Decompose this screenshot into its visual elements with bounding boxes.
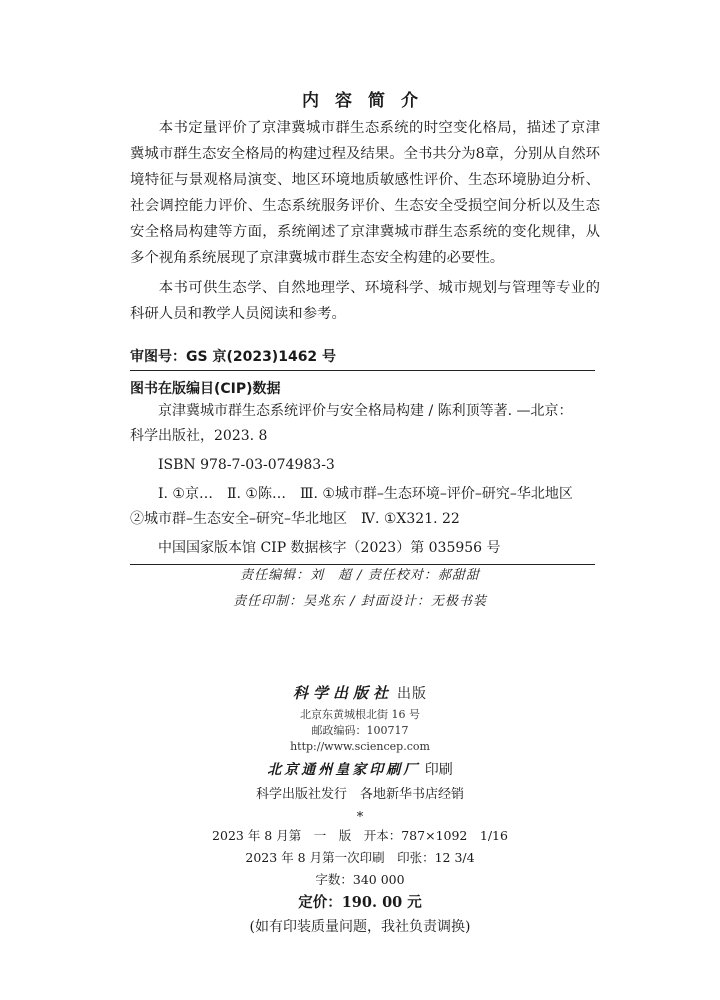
printer-name: 北京通州皇家印刷厂 <box>267 762 421 778</box>
cip-header: 图书在版编目(CIP)数据 <box>130 381 281 397</box>
word-count: 字数：340 000 <box>315 872 405 887</box>
publisher-address: 北京东黄城根北街 16 号 <box>300 708 420 721</box>
publisher-website: http://www.sciencep.com <box>290 740 430 753</box>
edition-info: 2023 年 8 月第 一 版 开本：787×1092 1/16 <box>212 828 508 843</box>
cip-classification-line-2: ②城市群–生态安全–研究–华北地区 Ⅳ. ①X321. 22 <box>130 511 460 527</box>
publisher-suffix: 出版 <box>397 686 427 702</box>
intro-title: 内容简介 <box>302 91 434 111</box>
publisher-line <box>0 680 720 707</box>
editor-line-1: 责任编辑：刘 超 / 责任校对：郝甜甜 <box>240 568 480 583</box>
publisher-info <box>0 680 720 939</box>
printer-suffix: 印刷 <box>424 762 453 778</box>
cip-title-line-2: 科学出版社，2023. 8 <box>130 428 268 444</box>
intro-section <box>130 115 600 327</box>
distribution: 科学出版社发行 各地新华书店经销 <box>255 787 464 802</box>
editor-line-2: 责任印制：吴兆东 / 封面设计：无极书装 <box>233 594 487 609</box>
cip-title-line-1: 京津冀城市群生态系统评价与安全格局构建 / 陈利顶等著. —北京： <box>158 403 573 419</box>
responsible-editors <box>0 563 720 615</box>
printing-info: 2023 年 8 月第一次印刷 印张：12 3/4 <box>245 850 475 865</box>
cip-body <box>130 399 595 565</box>
cip-classification-line-1: Ⅰ. ①京… Ⅱ. ①陈… Ⅲ. ①城市群–生态环境–评价–研究–华北地区 <box>158 486 573 502</box>
quality-notice: (如有印装质量问题，我社负责调换) <box>249 919 471 935</box>
intro-paragraph-1: 本书定量评价了京津冀城市群生态系统的时空变化格局，描述了京津冀城市群生态安全格局的构建过程及结果。全书共分为8章，分别从自然环境特征与景观格局演变、地区环境地质敏感性评价、生态环境胁迫分析、社会调控能力评价、生态系统服务评价、生态安全受损空间分析以及生态安全格局构建等方面，系统阐述了京津冀城市群生态系统的变化规律，从多个视角系统展现了京津冀城市群生态安全构建的必要性。 <box>130 120 600 266</box>
printer-line <box>0 757 720 783</box>
intro-paragraph-2: 本书可供生态学、自然地理学、环境科学、城市规划与管理等专业的科研人员和教学人员阅读和参考。 <box>130 280 600 322</box>
price: 定价：190. 00 元 <box>298 894 422 911</box>
cip-isbn: ISBN 978-7-03-074983-3 <box>158 457 335 473</box>
separator-star: * <box>356 810 364 825</box>
cip-data-number: 中国国家版本馆 CIP 数据核字（2023）第 035956 号 <box>130 536 595 565</box>
map-approval-number: 审图号：GS 京(2023)1462 号 <box>130 345 595 371</box>
publisher-name: 科学出版社 <box>292 684 393 702</box>
publisher-postcode: 邮政编码：100717 <box>311 724 409 737</box>
cip-block <box>130 345 595 565</box>
